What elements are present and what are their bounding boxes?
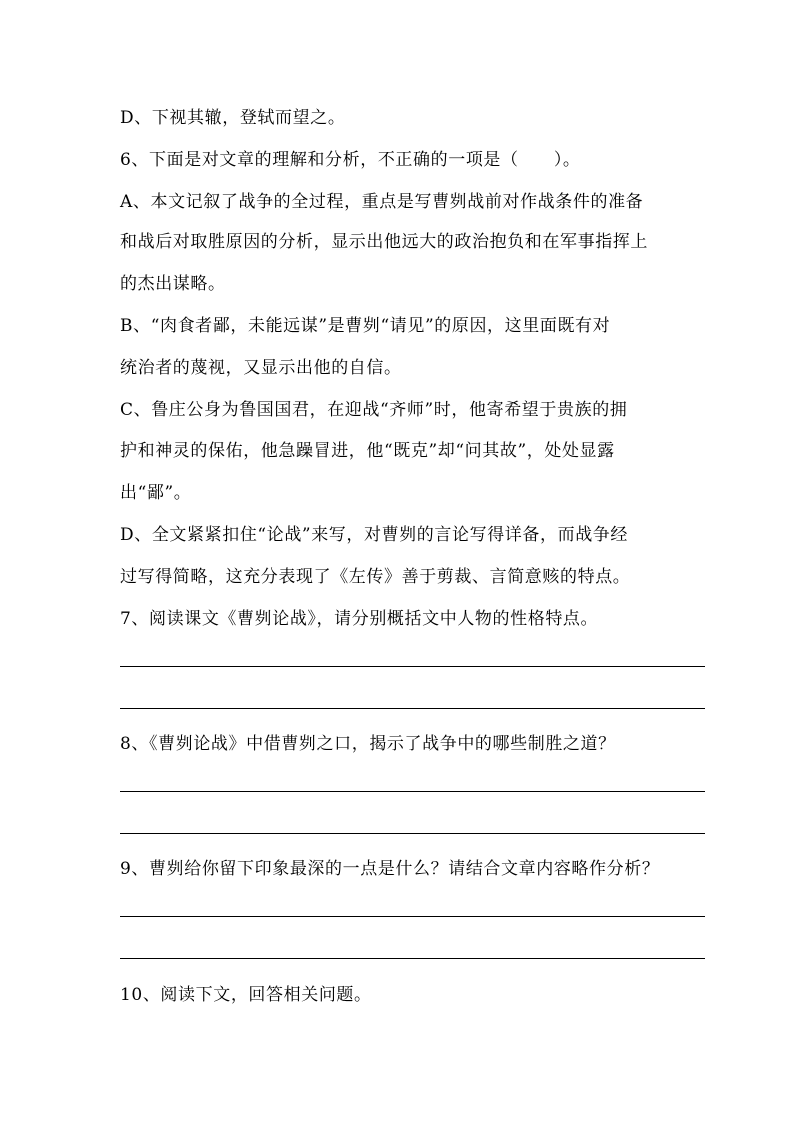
option-c-line-1: C、鲁庄公身为鲁国国君，在迎战“齐师”时，他寄希望于贵族的拥 bbox=[120, 400, 628, 420]
option-d-q5: D、下视其辙，登轼而望之。 bbox=[120, 108, 346, 128]
answer-line[interactable] bbox=[120, 958, 705, 959]
option-c-line-2: 护和神灵的保佑，他急躁冒进，他“既克”却“问其故”，处处显露 bbox=[120, 441, 615, 461]
option-a-line-3: 的杰出谋略。 bbox=[120, 274, 226, 294]
answer-line[interactable] bbox=[120, 708, 705, 709]
option-b-line-2: 统治者的蔑视，又显示出他的自信。 bbox=[120, 358, 402, 378]
option-a-line-2: 和战后对取胜原因的分析，显示出他远大的政治抱负和在军事指挥上 bbox=[120, 232, 648, 252]
option-a-line-1: A、本文记叙了战争的全过程，重点是写曹刿战前对作战条件的准备 bbox=[120, 192, 644, 212]
option-d-line-2: 过写得简略，这充分表现了《左传》善于剪裁、言简意赅的特点。 bbox=[120, 567, 631, 587]
question-6: 6、下面是对文章的理解和分析，不正确的一项是（ ）。 bbox=[120, 150, 581, 170]
option-d-line-1: D、全文紧紧扣住“论战”来写，对曹刿的言论写得详备，而战争经 bbox=[120, 525, 629, 545]
answer-line[interactable] bbox=[120, 916, 705, 917]
answer-line[interactable] bbox=[120, 833, 705, 834]
question-9: 9、曹刿给你留下印象最深的一点是什么？请结合文章内容略作分析？ bbox=[120, 859, 660, 879]
question-7: 7、阅读课文《曹刿论战》，请分别概括文中人物的性格特点。 bbox=[120, 609, 599, 629]
question-8: 8、《曹刿论战》中借曹刿之口，揭示了战争中的哪些制胜之道？ bbox=[120, 734, 616, 754]
answer-line[interactable] bbox=[120, 666, 705, 667]
question-10: 10、阅读下文，回答相关问题。 bbox=[120, 985, 372, 1005]
option-b-line-1: B、“肉食者鄙，未能远谋”是曹刿“请见”的原因，这里面既有对 bbox=[120, 316, 611, 336]
option-c-line-3: 出“鄙”。 bbox=[120, 483, 192, 503]
answer-line[interactable] bbox=[120, 791, 705, 792]
